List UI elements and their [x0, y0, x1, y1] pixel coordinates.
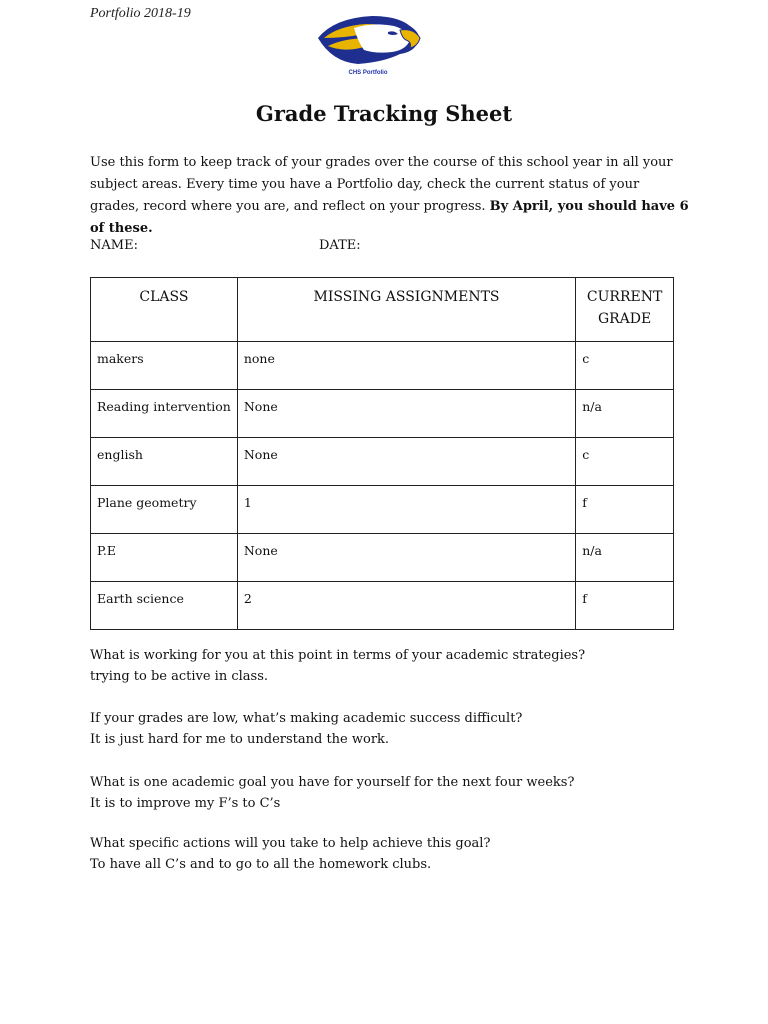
header-current-grade [576, 278, 674, 342]
answer-text: It is to improve my F’s to C’s [90, 796, 281, 811]
question-text: If your grades are low, what’s making academic success difficult? [90, 711, 523, 726]
answer-text: trying to be active in class. [90, 669, 269, 684]
date-label: DATE: [319, 238, 361, 253]
question-text: What is one academic goal you have for yourself for the next four weeks? [90, 775, 575, 790]
table-header-row [91, 278, 674, 342]
missing-cell: None [237, 390, 575, 438]
grade-cell: f [576, 582, 674, 630]
header-grade-line2: GRADE [597, 311, 652, 327]
class-cell: Earth science [91, 582, 238, 630]
reflection-block-difficulty [90, 708, 690, 750]
logo-caption: CHS Portfolio [348, 70, 388, 76]
class-cell: makers [91, 342, 238, 390]
answer-text: It is just hard for me to understand the work. [90, 732, 390, 747]
reflection-block-actions [90, 833, 690, 875]
page-title: Grade Tracking Sheet [255, 101, 513, 126]
table-row [91, 438, 674, 486]
reflection-block-goal [90, 772, 690, 814]
eagle-logo [314, 12, 422, 82]
class-cell: Plane geometry [91, 486, 238, 534]
grade-cell: c [576, 342, 674, 390]
question-text: What is working for you at this point in terms of your academic strategies? [90, 648, 586, 663]
table-row [91, 342, 674, 390]
header-class: CLASS [91, 278, 238, 342]
class-cell: english [91, 438, 238, 486]
grade-cell: n/a [576, 390, 674, 438]
missing-cell: 2 [237, 582, 575, 630]
table-row [91, 582, 674, 630]
class-cell: Reading intervention [91, 390, 238, 438]
grade-cell: c [576, 438, 674, 486]
header-grade-line1: CURRENT [586, 289, 663, 305]
missing-cell: None [237, 438, 575, 486]
table-row [91, 534, 674, 582]
reflection-block-strategies [90, 645, 690, 687]
table-row [91, 486, 674, 534]
intro-bold-text: By April, you should have 6 of these. [90, 199, 689, 236]
question-text: What specific actions will you take to help achieve this goal? [90, 836, 491, 851]
missing-cell: None [237, 534, 575, 582]
eagle-head-icon [314, 12, 422, 70]
intro-text: Use this form to keep track of your grades over the course of this school year in all your subject areas. Every time you have a Portfolio day, check the current status of your grades, record where you are, and reflect on your progress. [90, 155, 673, 214]
missing-cell: none [237, 342, 575, 390]
header-missing-assignments: MISSING ASSIGNMENTS [237, 278, 575, 342]
grade-cell: f [576, 486, 674, 534]
grade-table [90, 277, 674, 630]
header-note: Portfolio 2018-19 [90, 6, 191, 21]
grade-cell: n/a [576, 534, 674, 582]
class-cell: P.E [91, 534, 238, 582]
table-row [91, 390, 674, 438]
answer-text: To have all C’s and to go to all the homework clubs. [90, 857, 432, 872]
name-label: NAME: [90, 238, 138, 253]
intro-paragraph [90, 152, 690, 240]
missing-cell: 1 [237, 486, 575, 534]
